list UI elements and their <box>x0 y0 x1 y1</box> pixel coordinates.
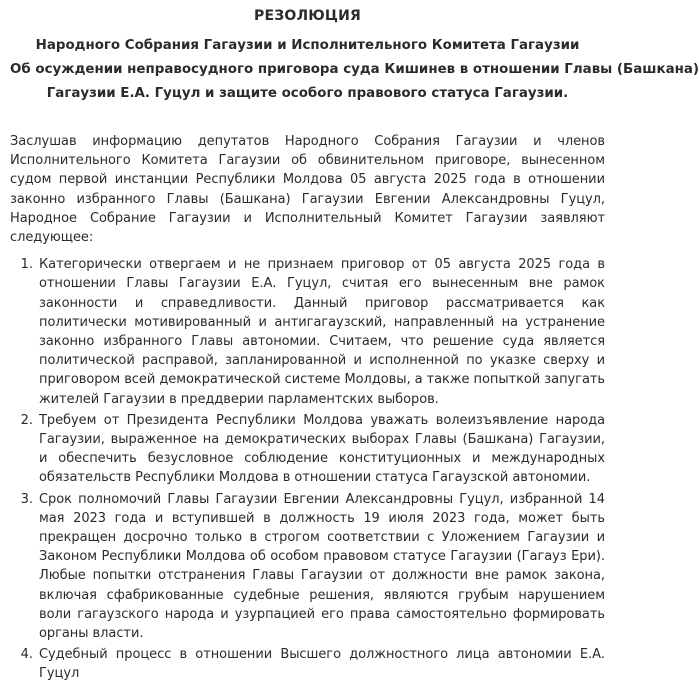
subtitle-line: Гагаузии Е.А. Гуцул и защите особого правового статуса Гагаузии. <box>46 86 569 101</box>
resolution-item: 3. Срок полномочий Главы Гагаузии Евгении Александровны Гуцул, избранной 14 мая 2023 года и вступившей в должность 19 июля 2023 года, может быть прекращен досрочно только в строгом соответствии с Уложением Гагаузии и Законом Республики Молдова об особом правовом статусе Гагаузии (Гагауз Ери). Любые попытки отстранения Главы Гагаузии от должности вне рамок закона, включая сфабрикованные судебные решения, являются грубым нарушением воли гагаузского народа и узурпацией его права самостоятельно формировать органы власти. <box>37 490 605 644</box>
resolution-items-list <box>10 255 605 683</box>
resolution-item: 1. Категорически отвергаем и не признаем приговор от 05 августа 2025 года в отношении Главы Гагаузии Е.А. Гуцул, считая его вынесенным вне рамок законности и справедливости. Данный приговор рассматривается как политически мотивированный и антигагаузский, направленный на устранение законно избранного Главы автономии. Считаем, что решение суда является политической расправой, запланированной и исполненной по указке сверху и приговором всей демократической системе Молдовы, а также попыткой запугать жителей Гагаузии в преддверии парламентских выборов. <box>37 255 605 409</box>
document-title: РЕЗОЛЮЦИЯ <box>253 8 362 24</box>
resolution-item: 2. Требуем от Президента Республики Молдова уважать волеизъявление народа Гагаузии, выраженное на демократических выборах Главы (Башкана) Гагаузии, и обеспечить безусловное соблюдение конституционных и международных обязательств Республики Молдова в отношении статуса Гагаузской автономии. <box>37 411 605 488</box>
subtitle-line: Народного Собрания Гагаузии и Исполнительного Комитета Гагаузии <box>35 38 580 53</box>
document-subtitle <box>10 34 699 106</box>
subtitle-line: Об осуждении неправосудного приговора суда Кишинев в отношении Главы (Башкана) <box>10 62 699 77</box>
resolution-document <box>10 6 699 686</box>
intro-paragraph: Заслушав информацию депутатов Народного Собрания Гагаузии и членов Исполнительного Комитета Гагаузии об обвинительном приговоре, вынесенном судом первой инстанции Республики Молдова 05 августа 2025 года в отношении законно избранного Главы (Башкана) Гагаузии Евгении Александровны Гуцул, Народное Собрание Гагаузии и Исполнительный Комитет Гагаузии заявляют следующее: <box>10 134 605 246</box>
resolution-item: 4. Судебный процесс в отношении Высшего должностного лица автономии Е.А. Гуцул <box>37 645 605 683</box>
